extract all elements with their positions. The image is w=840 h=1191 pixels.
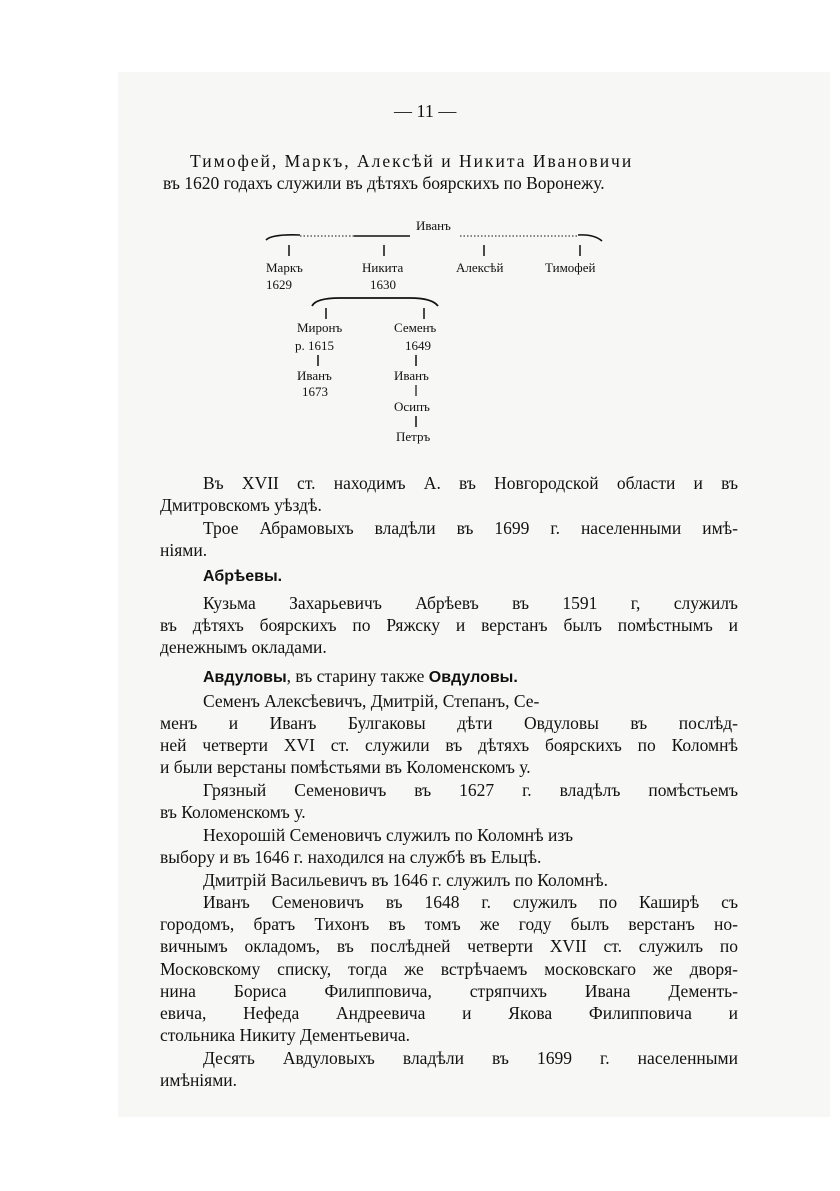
tree-child-year: 1630 [370,277,396,292]
tree-bracket-left [266,235,300,240]
tree-child-name: Алексѣй [456,260,504,275]
section-line: Нехорошій Семеновичъ служилъ по Коломнѣ изъ [203,825,573,845]
section-line: ней четверти XVI ст. служили въ дѣтяхъ боярскихъ по Коломнѣ [160,735,738,755]
section-heading-alt: Овдуловы. [428,669,518,686]
tree-descendant-name: Осипъ [394,399,430,414]
paragraph-line: ніями. [160,540,208,560]
tree-grandchild-year: р. 1615 [295,338,334,353]
tree-descendant-name: Петръ [396,429,431,444]
section-line: евича, Нефеда Андреевича и Якова Филипповича и [160,1003,738,1023]
tree-grandchild-name: Семенъ [394,320,437,335]
section-heading-tail: , въ старину также [286,666,429,686]
section-line: въ дѣтяхъ боярскихъ по Ряжску и верстанъ былъ помѣстнымъ и [160,615,738,635]
section-line: имѣніями. [160,1070,238,1090]
section-line: Десять Авдуловыхъ владѣли въ 1699 г. населенными [203,1048,738,1068]
tree-child-year: 1629 [266,277,292,292]
section-line: и были верстаны помѣстьями въ Коломенскомъ у. [160,757,531,777]
section-line: нина Бориса Филипповича, стряпчихъ Ивана Дементь- [160,981,738,1001]
tree-root: Иванъ [416,218,451,233]
section-heading: Авдуловы [203,669,287,686]
section-line: стольника Никиту Дементьевича. [160,1025,411,1045]
section-line: Семенъ Алексѣевичъ, Дмитрій, Степанъ, Се- [203,691,540,711]
section-line: Иванъ Семеновичъ въ 1648 г. служилъ по Каширѣ съ [203,892,738,912]
section-line: Кузьма Захарьевичъ Абрѣевъ въ 1591 г, служилъ [203,593,738,613]
tree-bracket-right [578,235,602,241]
tree-child-name: Тимофей [545,260,596,275]
section-line: денежнымъ окладами. [160,637,327,657]
tree-child-name: Никита [362,260,404,275]
section-heading: Абрѣевы. [203,568,283,585]
tree-descendant-name: Иванъ [394,368,429,383]
section-line: городомъ, братъ Тихонъ въ томъ же году былъ верстанъ но- [160,914,738,934]
tree-descendant-name: Иванъ [297,368,332,383]
section-line: Дмитрій Васильевичъ въ 1646 г. служилъ по Коломнѣ. [203,870,608,890]
section-heading-row [203,665,518,687]
section-line: Московскому списку, тогда же встрѣчаемъ московскаго же дворя- [160,959,738,979]
tree-child-name: Маркъ [266,260,303,275]
intro-line-1: Тимофей, Маркъ, Алексѣй и Никита Ивановичи [190,151,634,171]
section-line: выбору и въ 1646 г. находился на службѣ въ Ельцѣ. [160,847,542,867]
section-line: въ Коломенскомъ у. [160,802,306,822]
paragraph-line: Въ XVII ст. находимъ А. въ Новгородской области и въ [203,473,738,493]
page-number: — 11 — [394,101,457,121]
tree-descendant-year: 1673 [302,384,328,399]
tree-grandchild-year: 1649 [405,338,431,353]
tree-grandchild-name: Миронъ [297,320,343,335]
nikita-bracket [312,298,438,306]
section-line: вичнымъ окладомъ, въ послѣдней четверти XVII ст. служилъ по [160,936,738,956]
section-line: менъ и Иванъ Булгаковы дѣти Овдуловы въ послѣд- [160,713,738,733]
section-line: Грязный Семеновичъ въ 1627 г. владѣлъ помѣстьемъ [203,780,738,800]
paragraph-line: Дмитровскомъ уѣздѣ. [160,495,322,515]
intro-line-2: въ 1620 годахъ служили въ дѣтяхъ боярскихъ по Воронежу. [163,173,605,193]
paragraph-line: Трое Абрамовыхъ владѣли въ 1699 г. населенными имѣ- [203,518,738,538]
